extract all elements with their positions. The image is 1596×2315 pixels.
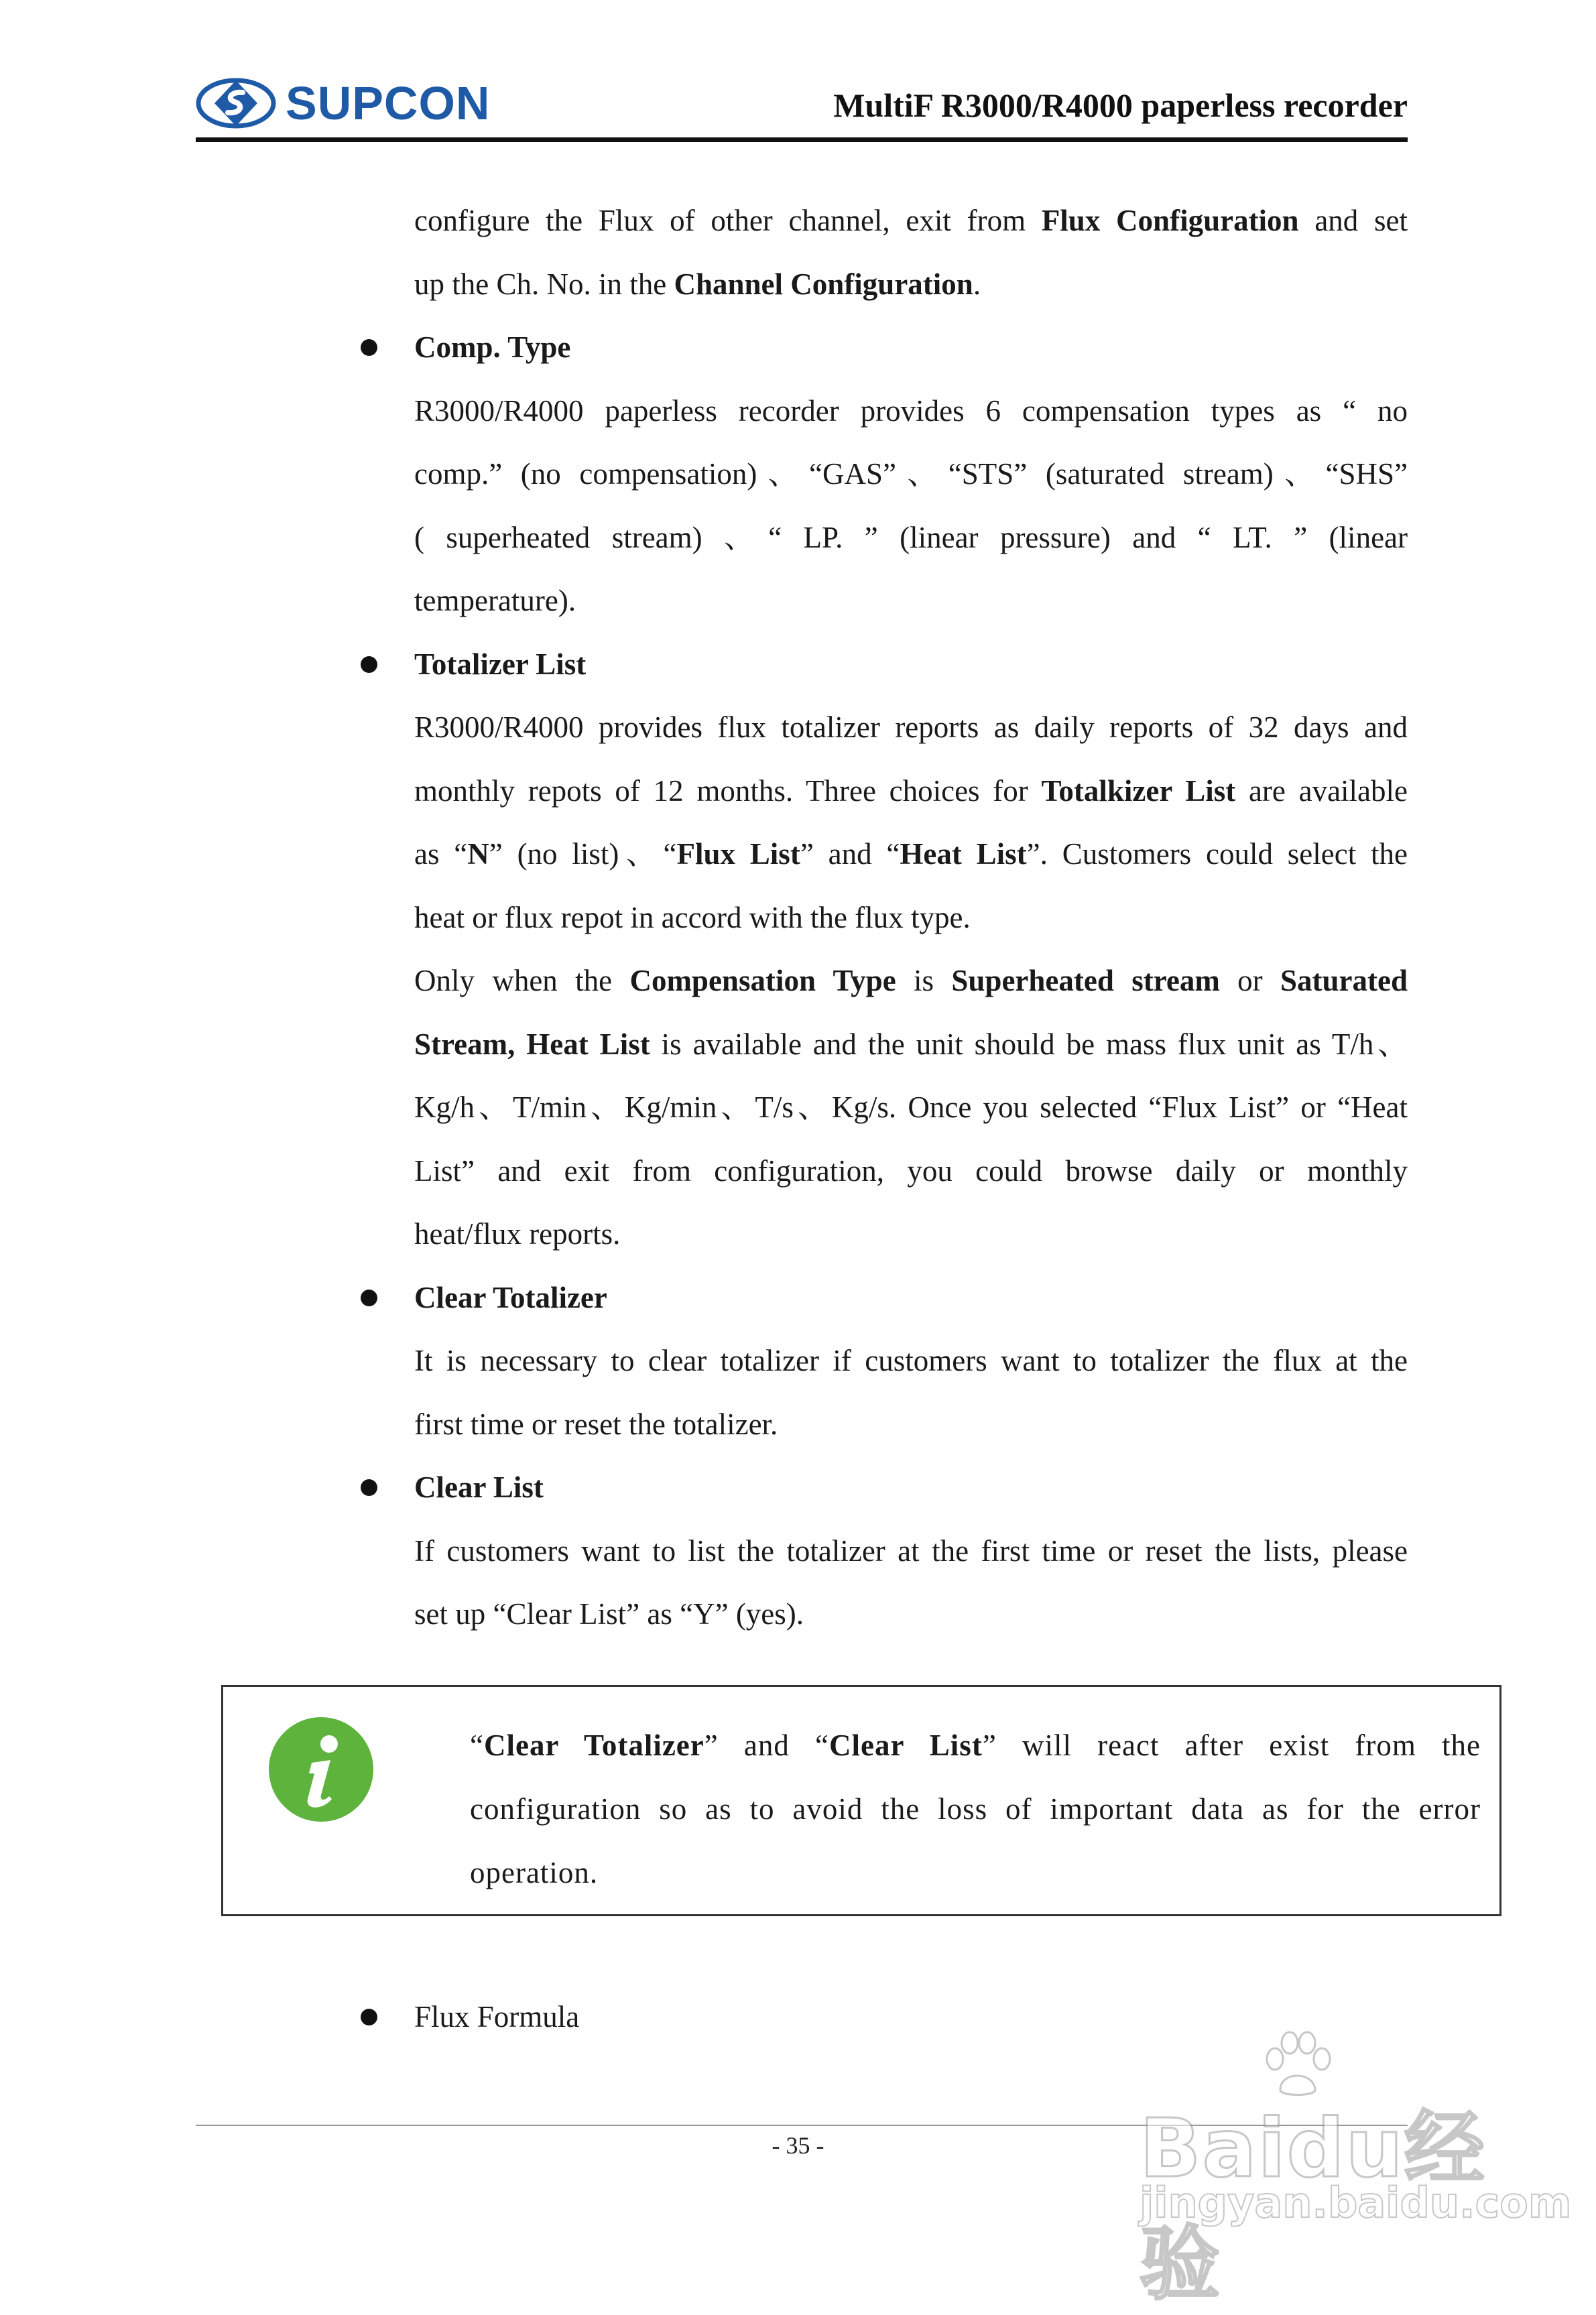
bullet-icon [361,2009,377,2025]
text-line: Only when the Compensation Type is Superheated stream or Saturated [414,964,1408,997]
bullet-item-clear-list: Clear List [414,1456,1408,1519]
text-line: R3000/R4000 paperless recorder provides 6 compensation types as “ no [414,393,1408,428]
text-line: If customers want to list the totalizer at the first time or reset the lists, please [414,1534,1408,1568]
baidu-watermark [1133,2031,1572,2311]
info-icon [267,1716,375,1823]
bullet-icon [361,1290,377,1306]
text-line: Kg/h、T/min、Kg/min、T/s、Kg/s. Once you selected “Flux List” or “Heat [414,1090,1408,1124]
page-header [196,67,1408,142]
supcon-logo-icon [196,76,276,130]
text-line: temperature). [414,584,576,617]
note-line: “Clear Totalizer” and “Clear List” will react after exist from the [470,1729,1481,1762]
text-line: Stream, Heat List is available and the unit should be mass flux unit as T/h、 [414,1027,1408,1061]
bullet-item-clear-totalizer: Clear Totalizer [414,1266,1408,1330]
text-line: comp.” (no compensation)、“GAS”、“STS” (saturated stream)、“SHS” [414,457,1408,491]
body-text [414,189,1408,1646]
page-number: - 35 - [772,2132,824,2159]
text-line: up the Ch. No. in the Channel Configuration. [414,267,981,301]
bullet-icon [361,339,377,356]
bullet-item-flux-formula: Flux Formula [414,1985,579,2049]
bullet-icon [361,1479,377,1496]
text-line: monthly repots of 12 months. Three choices for Totalkizer List are available [414,773,1408,808]
document-title: MultiF R3000/R4000 paperless recorder [833,86,1408,124]
text-line: first time or reset the totalizer. [414,1407,778,1441]
text-line: R3000/R4000 provides flux totalizer reports as daily reports of 32 days and [414,710,1408,744]
info-note-box [221,1685,1501,1916]
text-line: heat/flux reports. [414,1217,621,1251]
text-line: List” and exit from configuration, you could browse daily or monthly [414,1153,1408,1188]
header-rule [196,137,1408,142]
text-line: configure the Flux of other channel, exit from Flux Configuration and set [414,204,1408,237]
text-line: heat or flux repot in accord with the flux type. [414,900,971,934]
bullet-icon [361,656,377,673]
bullet-item-comp-type: Comp. Type [414,316,1408,379]
text-line: set up “Clear List” as “Y” (yes). [414,1597,804,1631]
note-text [470,1714,1481,1905]
watermark-text: Baidu经验 [1140,2103,1486,2311]
text-line: It is necessary to clear totalizer if customers want to totalizer the flux at the [414,1344,1408,1377]
text-line: ( superheated stream) 、“ LP. ” (linear pressure) and “ LT. ” (linear [414,520,1408,554]
brand-name: SUPCON [286,77,491,129]
text-line: as “N” (no list)、“Flux List” and “Heat List”. Customers could select the [414,837,1408,871]
note-line: configuration so as to avoid the loss of important data as for the error [470,1792,1481,1826]
bullet-item-totalizer-list: Totalizer List [414,633,1408,696]
note-line: operation. [470,1856,599,1889]
watermark-url: jingyan.baidu.com [1140,2178,1572,2227]
supcon-logo [196,76,490,130]
